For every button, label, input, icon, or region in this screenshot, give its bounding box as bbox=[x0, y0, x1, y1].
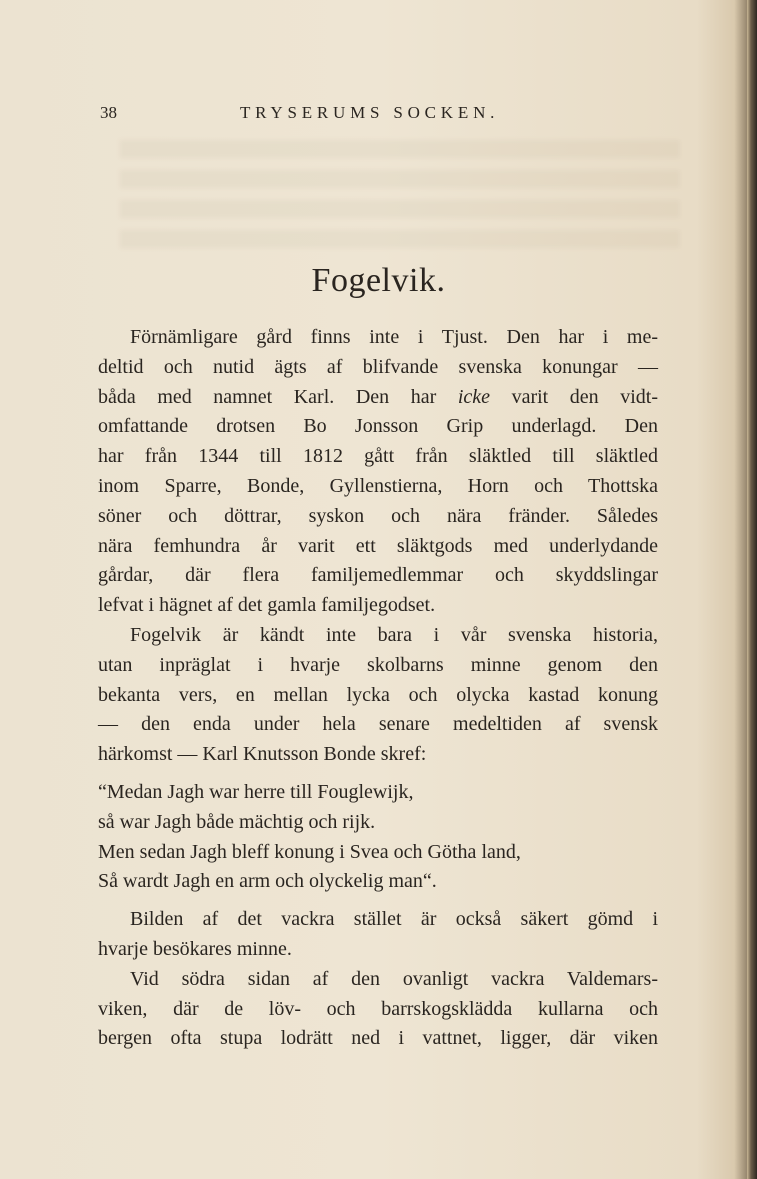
text-line: utan inpräglat i hvarje skolbarns minne genom den bbox=[98, 653, 658, 676]
emphasis-word: icke bbox=[457, 385, 491, 408]
poem-line: så war Jagh både mächtig och rijk. bbox=[98, 810, 376, 833]
text-line: viken, där de löv- och barrskogsklädda kullarna och bbox=[98, 997, 658, 1020]
text-line: båda med namnet Karl. Den har icke varit den vidt- bbox=[98, 385, 658, 408]
poem-line: “Medan Jagh war herre till Fouglewijk, bbox=[98, 780, 414, 803]
paragraph bbox=[98, 965, 658, 1054]
text-line: härkomst — Karl Knutsson Bonde skref: bbox=[98, 743, 427, 766]
text-line: har från 1344 till 1812 gått från släktled till släktled bbox=[98, 445, 658, 468]
text-line: Fogelvik är kändt inte bara i vår svenska historia, bbox=[130, 623, 658, 646]
text-line: Vid södra sidan af den ovanligt vackra Valdemars- bbox=[130, 967, 658, 990]
paragraph bbox=[98, 621, 658, 770]
page-number: 38 bbox=[100, 103, 117, 122]
text-line: nära femhundra år varit ett släktgods med underlydande bbox=[98, 534, 658, 557]
text-line: omfattande drotsen Bo Jonsson Grip underlagd. Den bbox=[98, 415, 658, 438]
paragraph bbox=[98, 905, 658, 965]
text-line: bekanta vers, en mellan lycka och olycka kastad konung bbox=[98, 683, 658, 706]
body-text bbox=[98, 323, 658, 1054]
text-line: bergen ofta stupa lodrätt ned i vattnet, ligger, där viken bbox=[98, 1027, 658, 1050]
poem bbox=[98, 778, 658, 897]
page-edge-shadow bbox=[747, 0, 757, 1179]
running-title: TRYSERUMS SOCKEN. bbox=[240, 103, 500, 122]
text-line: gårdar, där flera familjemedlemmar och skyddslingar bbox=[98, 564, 658, 587]
poem-line: Men sedan Jagh bleff konung i Svea och Götha land, bbox=[98, 840, 521, 863]
text-line: — den enda under hela senare medeltiden af svensk bbox=[98, 713, 658, 736]
show-through-text bbox=[120, 140, 680, 260]
chapter-title: Fogelvik. bbox=[311, 262, 446, 299]
text-line: hvarje besökares minne. bbox=[98, 937, 292, 960]
poem-line: Så wardt Jagh en arm och olyckelig man“. bbox=[98, 870, 437, 893]
text-line: Bilden af det vackra stället är också säkert gömd i bbox=[130, 908, 658, 931]
text-line: lefvat i hägnet af det gamla familjegodset. bbox=[98, 594, 436, 617]
page-header bbox=[100, 103, 660, 127]
paragraph bbox=[98, 323, 658, 621]
text-line: inom Sparre, Bonde, Gyllenstierna, Horn och Thottska bbox=[98, 474, 658, 497]
text-line: Förnämligare gård finns inte i Tjust. Den har i me- bbox=[130, 326, 658, 348]
text-line: söner och döttrar, syskon och nära fränder. Således bbox=[98, 504, 658, 527]
text-line: deltid och nutid ägts af blifvande svenska konungar — bbox=[98, 355, 658, 378]
